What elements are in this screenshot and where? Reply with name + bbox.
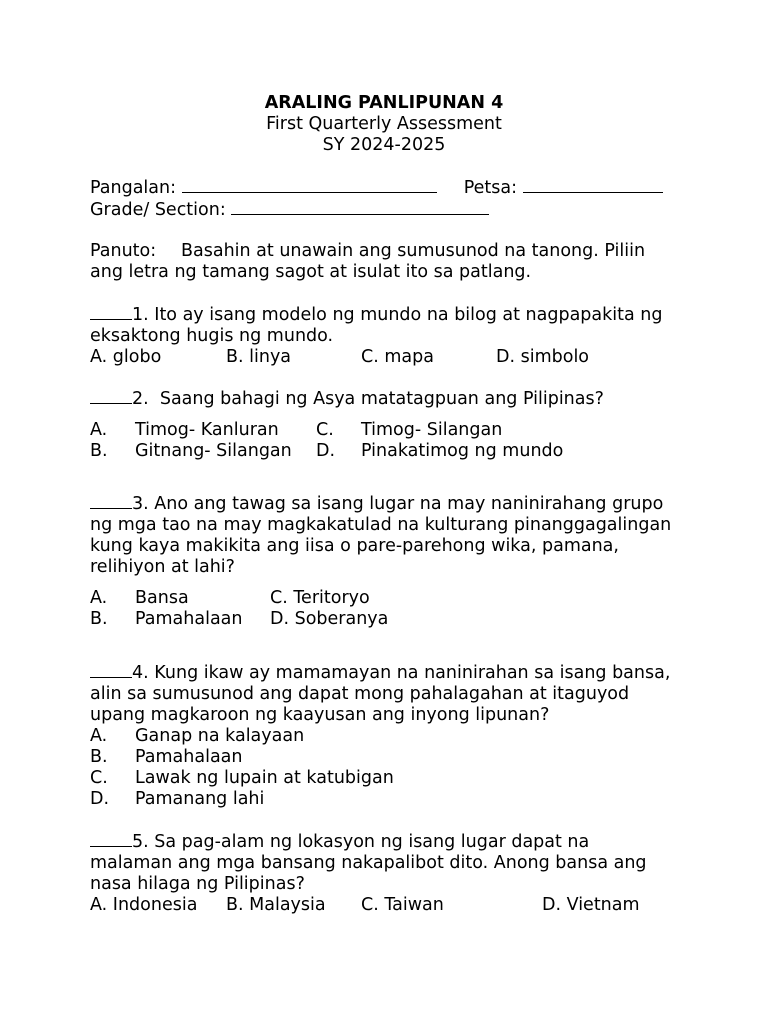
school-year: SY 2024-2025	[322, 135, 446, 155]
option-2c-letter: C.	[316, 420, 334, 440]
option-3a-text: Bansa	[135, 588, 189, 608]
option-4c: C. Lawak ng lupain at katubigan	[90, 768, 394, 788]
question-2-options-row1	[90, 420, 690, 441]
question-3-options-row2	[90, 609, 690, 630]
question-number-2: 2.	[132, 389, 149, 409]
question-1	[90, 304, 690, 368]
question-number-5: 5.	[132, 832, 149, 852]
option-5c: C. Taiwan	[361, 895, 444, 915]
answer-blank-2[interactable]	[90, 388, 132, 404]
option-3b-text: Pamahalaan	[135, 609, 243, 629]
option-1a: A. globo	[90, 347, 162, 367]
date-blank[interactable]	[523, 177, 663, 193]
question-4-text-line3: upang magkaroon ng kaayusan ang inyong lipunan?	[90, 705, 550, 725]
option-1c: C. mapa	[361, 347, 434, 367]
option-2c-text: Timog- Silangan	[361, 420, 503, 440]
question-1-options	[90, 347, 690, 368]
option-2d-letter: D.	[316, 441, 336, 461]
grade-section-label: Grade/ Section:	[90, 200, 226, 220]
answer-blank-4[interactable]	[90, 662, 132, 678]
student-info-fields	[90, 177, 690, 221]
question-5-text-line3: nasa hilaga ng Pilipinas?	[90, 874, 305, 894]
answer-blank-1[interactable]	[90, 304, 132, 320]
document-subtitle: First Quarterly Assessment	[266, 114, 502, 134]
option-2b-text: Gitnang- Silangan	[135, 441, 292, 461]
option-2d-text: Pinakatimog ng mundo	[361, 441, 564, 461]
question-number-1: 1.	[132, 305, 149, 325]
question-5-text-line1: Sa pag-alam ng lokasyon ng isang lugar dapat na	[154, 832, 590, 852]
document-title: ARALING PANLIPUNAN 4	[264, 93, 504, 113]
instructions-text-line1: Basahin at unawain ang sumusunod na tanong. Piliin	[181, 241, 646, 261]
question-1-text-line1: Ito ay isang modelo ng mundo na bilog at nagpapakita ng	[154, 305, 663, 325]
question-5-text-line2: malaman ang mga bansang nakapalibot dito. Anong bansa ang	[90, 853, 647, 873]
question-4-text-line1: Kung ikaw ay mamamayan na naninirahan sa isang bansa,	[154, 663, 671, 683]
question-3-text-line2: ng mga tao na may magkakatulad na kulturang pinanggagalingan	[90, 515, 672, 535]
option-2a-text: Timog- Kanluran	[135, 420, 279, 440]
question-1-text-line2: eksaktong hugis ng mundo.	[90, 326, 334, 346]
question-3	[90, 493, 690, 630]
instructions-text-line2: ang letra ng tamang sagot at isulat ito sa patlang.	[90, 262, 532, 282]
question-5	[90, 831, 690, 916]
option-5b: B. Malaysia	[226, 895, 326, 915]
grade-row	[90, 199, 690, 221]
question-3-text-line3: kung kaya makikita ang iisa o pare-parehong wika, pamana,	[90, 536, 619, 556]
instructions-label: Panuto:	[90, 241, 157, 261]
option-3c-text: C. Teritoryo	[270, 588, 370, 608]
option-5d: D. Vietnam	[542, 895, 640, 915]
option-1d: D. simbolo	[496, 347, 590, 367]
question-number-3: 3.	[132, 494, 149, 514]
name-date-row	[90, 177, 690, 199]
name-blank[interactable]	[182, 177, 437, 193]
question-3-text-line1: Ano ang tawag sa isang lugar na may naninirahang grupo	[154, 494, 664, 514]
option-4b: B. Pamahalaan	[90, 747, 243, 767]
name-label: Pangalan:	[90, 178, 176, 198]
option-2a-letter: A.	[90, 420, 108, 440]
option-3d-text: D. Soberanya	[270, 609, 389, 629]
question-2-options-row2	[90, 441, 690, 462]
option-2b-letter: B.	[90, 441, 108, 461]
question-4-text-line2: alin sa sumusunod ang dapat mong pahalagahan at itaguyod	[90, 684, 630, 704]
option-1b: B. linya	[226, 347, 292, 367]
option-5a: A. Indonesia	[90, 895, 198, 915]
question-number-4: 4.	[132, 663, 149, 683]
instructions	[90, 241, 690, 283]
option-3a-letter: A.	[90, 588, 108, 608]
question-3-options-row1	[90, 588, 690, 609]
question-4	[90, 662, 690, 810]
answer-blank-3[interactable]	[90, 493, 132, 509]
question-5-options	[90, 895, 690, 916]
option-4d: D. Pamanang lahi	[90, 789, 265, 809]
option-3b-letter: B.	[90, 609, 108, 629]
option-4a: A. Ganap na kalayaan	[90, 726, 305, 746]
document-header	[0, 93, 768, 156]
date-label: Petsa:	[463, 178, 518, 198]
grade-section-blank[interactable]	[231, 199, 489, 215]
question-2	[90, 388, 690, 462]
answer-blank-5[interactable]	[90, 831, 132, 847]
question-3-text-line4: relihiyon at lahi?	[90, 557, 235, 577]
question-2-text: Saang bahagi ng Asya matatagpuan ang Pilipinas?	[159, 389, 604, 409]
